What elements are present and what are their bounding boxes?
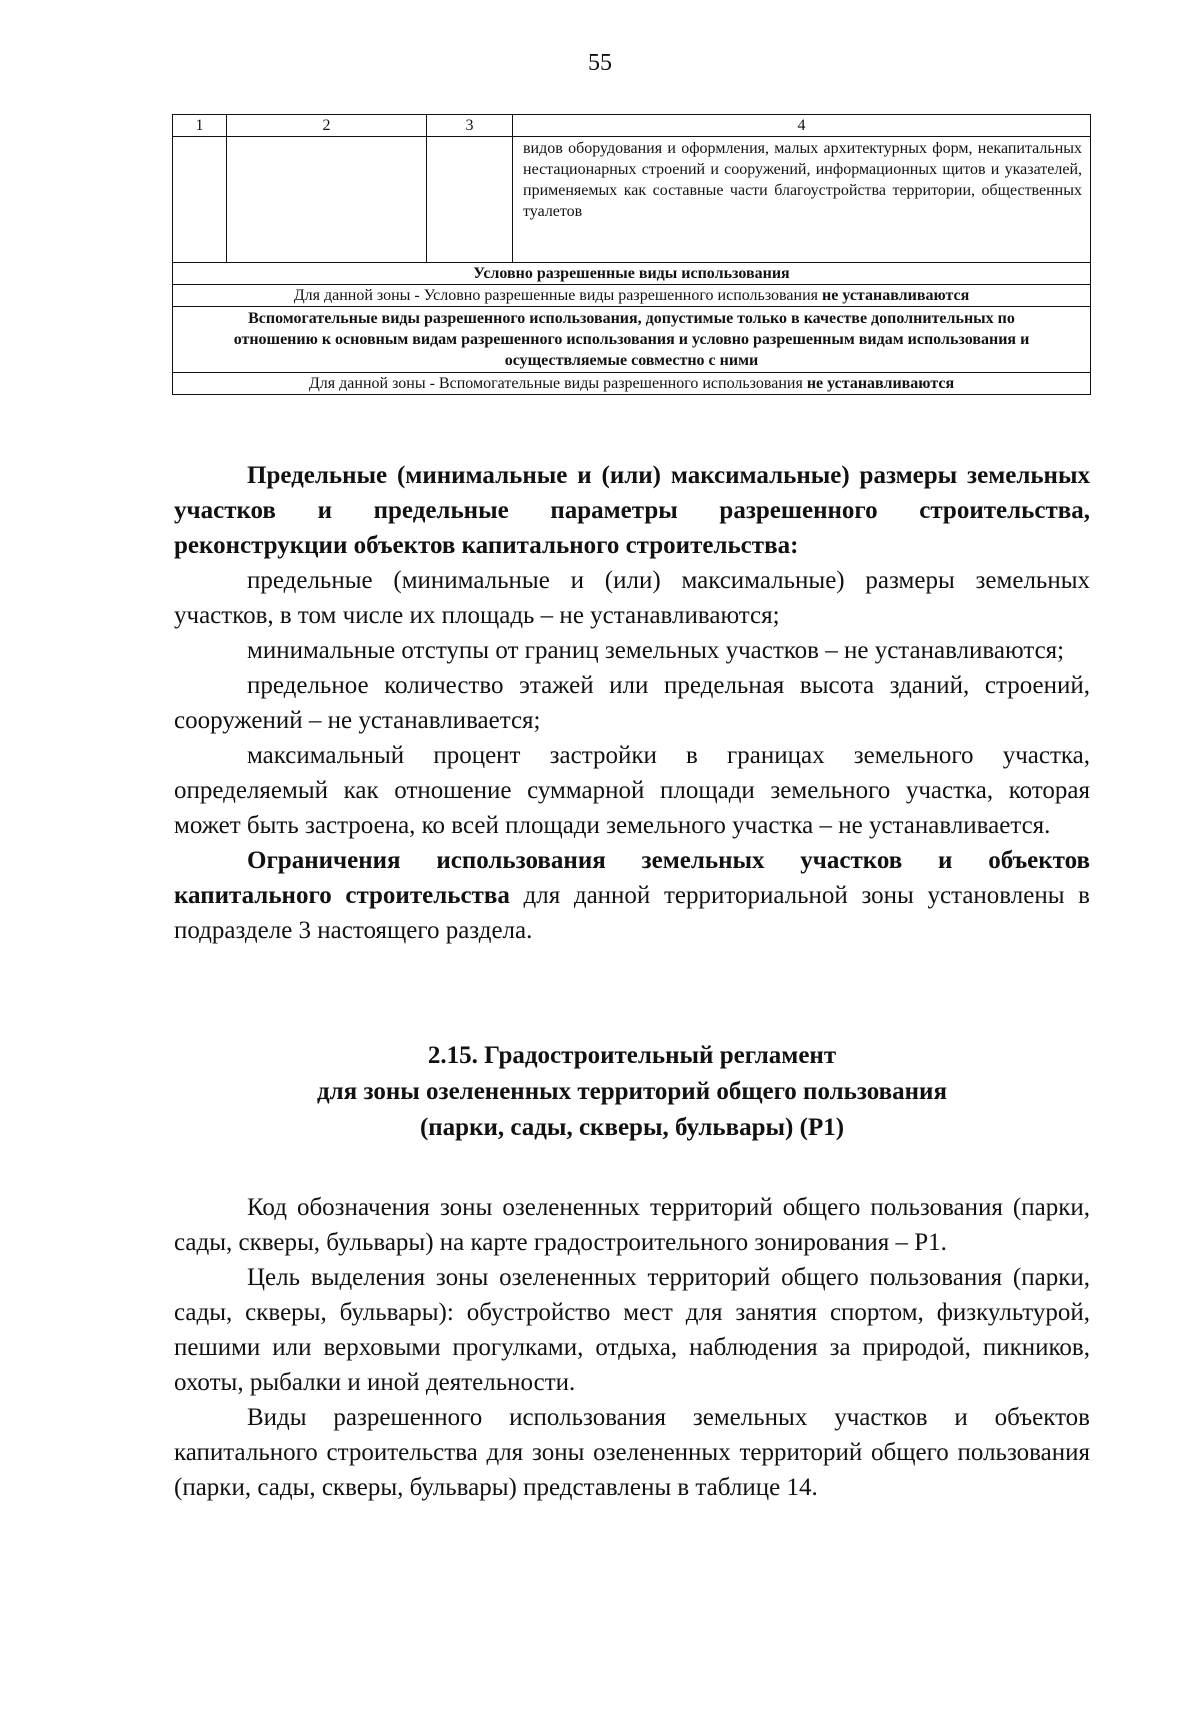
empty-cell	[427, 137, 513, 263]
column-number-1: 1	[173, 115, 227, 137]
table-header-row	[173, 115, 1091, 137]
table-row	[173, 307, 1091, 373]
column-number-2: 2	[227, 115, 427, 137]
limits-heading: Предельные (минимальные и (или) максимальные) размеры земельных участков и предельные параметры разрешенного строительства, реконструкции объектов капитального строительства:	[174, 462, 1090, 559]
auxiliary-uses-heading: Вспомогательные виды разрешенного использования, допустимые только в качестве дополнительных по отношению к основным видам разрешенного использования и условно разрешенным видам использования и осуществляемые совместно с ними	[173, 307, 1091, 373]
section-title-line: 2.15. Градостроительный регламент	[427, 1042, 837, 1069]
page-number: 55	[588, 50, 612, 76]
restrictions-bold-text: Ограничения использования земельных участков и объектов капитального строительства	[174, 847, 1090, 909]
body-paragraph: Цель выделения зоны озелененных территорий общего пользования (парки, сады, скверы, бульвары): обустройство мест для занятия спортом, физкультурой, пешими или верховыми прогулками, отдыха, наблюдения за природой, пикников, охоты, рыбалки и иной деятельности.	[174, 1264, 1090, 1396]
limit-item: максимальный процент застройки в границах земельного участка, определяемый как отношение суммарной площади земельного участка, которая может быть застроена, ко всей площади земельного участка – не устанавливается.	[174, 742, 1090, 839]
column-number-4: 4	[513, 115, 1091, 137]
section-body	[174, 1190, 1090, 1505]
limit-item: предельное количество этажей или предельная высота зданий, строений, сооружений – не устанавливается;	[174, 672, 1090, 734]
table-row	[173, 285, 1091, 307]
note-text: Для данной зоны - Вспомогательные виды разрешенного использования	[308, 375, 807, 392]
body-paragraph: Виды разрешенного использования земельных участков и объектов капитального строительства для зоны озелененных территорий общего пользования (парки, сады, скверы, бульвары) представлены в таблице 14.	[174, 1404, 1090, 1501]
restrictions-paragraph	[174, 843, 1090, 948]
limit-item: предельные (минимальные и (или) максимальные) размеры земельных участков, в том числе их площадь – не устанавливаются;	[174, 567, 1090, 629]
note-text: Для данной зоны - Условно разрешенные виды разрешенного использования	[293, 287, 822, 304]
restrictions-text: для данной территориальной зоны установлены в подразделе 3 настоящего раздела.	[174, 882, 1090, 944]
section-title-line: для зоны озелененных территорий общего пользования	[317, 1078, 947, 1105]
section-title	[174, 1038, 1090, 1146]
body-paragraph: Код обозначения зоны озелененных территорий общего пользования (парки, сады, скверы, бульвары) на карте градостроительного зонирования – Р1.	[174, 1194, 1090, 1256]
limits-section	[174, 458, 1090, 948]
note-bold-text: не устанавливаются	[821, 287, 970, 304]
note-bold-text: не устанавливаются	[806, 375, 955, 392]
empty-cell	[173, 137, 227, 263]
table-row	[173, 263, 1091, 285]
conditional-uses-heading: Условно разрешенные виды использования	[173, 263, 1091, 285]
conditional-uses-note	[173, 285, 1091, 307]
table-row	[173, 137, 1091, 263]
column-number-3: 3	[427, 115, 513, 137]
continued-description-cell: видов оборудования и оформления, малых архитектурных форм, некапитальных нестационарных строений и сооружений, информационных щитов и указателей, применяемых как составные части благоустройства территории, общественных туалетов	[513, 137, 1091, 263]
empty-cell	[227, 137, 427, 263]
table-row	[173, 373, 1091, 395]
regulation-table	[172, 114, 1091, 395]
limit-item: минимальные отступы от границ земельных участков – не устанавливаются;	[247, 637, 1065, 664]
auxiliary-uses-note	[173, 373, 1091, 395]
section-title-line: (парки, сады, скверы, бульвары) (Р1)	[419, 1114, 845, 1141]
